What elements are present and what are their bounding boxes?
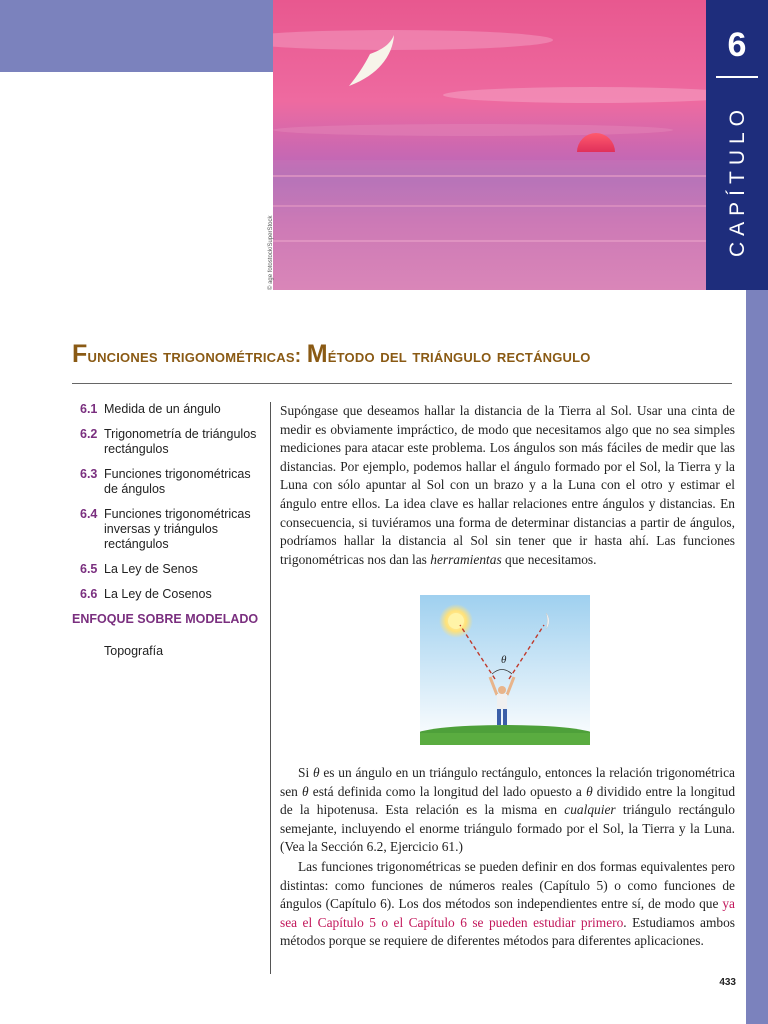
- toc-item[interactable]: 6.1 Medida de un ángulo: [80, 402, 221, 416]
- chapter-number: 6: [727, 26, 747, 64]
- chapter-contents: [72, 402, 262, 658]
- header-band: [0, 0, 273, 72]
- chapter-rule: [716, 76, 758, 78]
- methods-paragraph: Las funciones trigonométricas se pueden definir en dos formas equivalentes pero distintas: como funciones de números reales (Capítulo 5) o como funciones de ángulos (Capítulo 6). Los dos métodos son independientes entre sí, de modo que ya sea el Capítulo 5 o el Capítulo 6 se pueden estudiar primero. Estudiamos ambos métodos porque se requiere de diferentes métodos para diferentes aplicaciones.: [280, 859, 735, 949]
- toc-item[interactable]: 6.2 Trigonometría de triángulos rectángulos: [80, 427, 257, 456]
- title-rule: [72, 383, 732, 384]
- intro-paragraph: Supóngase que deseamos hallar la distancia de la Tierra al Sol. Usar una cinta de medir es obviamente impráctico, de modo que necesitamos algo que no sea simples mediciones para atacar este problema. Los ángulos son más fáciles de medir que las distancias. Por ejemplo, podemos hallar el ángulo formado por el Sol, la Tierra y la Luna con sólo apuntar al Sol con un brazo y a la Luna con el otro y estimar el ángulo entre ellos. La idea clave es hallar relaciones entre ángulos y distancias. En consecuencia, si tuviéramos una forma de determinar distancias a partir de ángulos, podríamos hallar la distancia al Sol sin tener que ir hasta ahí. Las funciones trigonométricas nos dan las herramientas que necesitamos.: [280, 403, 735, 567]
- column-divider: [270, 402, 271, 974]
- focus-item[interactable]: Topografía: [104, 644, 164, 658]
- photo-credit-text: © age fotostock/SuperStock: [268, 215, 274, 290]
- chapter-label: CAPÍTULO: [726, 103, 749, 257]
- angle-figure: [420, 595, 590, 745]
- sunset-photo-image: [273, 0, 706, 290]
- focus-heading[interactable]: ENFOQUE SOBRE MODELADO: [72, 612, 259, 626]
- toc-item[interactable]: 6.3 Funciones trigonométricas de ángulos: [80, 467, 251, 496]
- person-pointing-illustration: [420, 595, 590, 745]
- chapter-title: Funciones trigonométricas: Método del triángulo rectángulo: [72, 340, 591, 368]
- toc-item[interactable]: 6.4 Funciones trigonométricas inversas y triángulos rectángulos: [80, 507, 251, 551]
- page-number: 433: [719, 977, 736, 988]
- sine-paragraph: Si θ es un ángulo en un triángulo rectángulo, entonces la relación trigonométrica sen θ está definida como la longitud del lado opuesto a θ dividido entre la longitud de la hipotenusa. Esta relación es la misma en cualquier triángulo rectángulo semejante, incluyendo el enorme triángulo formado por el Sol, la Tierra y la Luna. (Vea la Sección 6.2, Ejercicio 61.): [280, 765, 736, 855]
- sunset-moon-photo: [273, 0, 706, 290]
- toc-item[interactable]: 6.5 La Ley de Senos: [80, 562, 198, 576]
- chapter-tab: [706, 0, 768, 290]
- theta-label: θ: [501, 654, 507, 666]
- photo-credit: [258, 200, 272, 290]
- chapter-order-link[interactable]: ya sea el Capítulo 5 o el Capítulo 6 se pueden estudiar primero: [280, 896, 735, 930]
- toc-item[interactable]: 6.6 La Ley de Cosenos: [80, 587, 212, 601]
- right-edge-strip: [746, 290, 768, 1024]
